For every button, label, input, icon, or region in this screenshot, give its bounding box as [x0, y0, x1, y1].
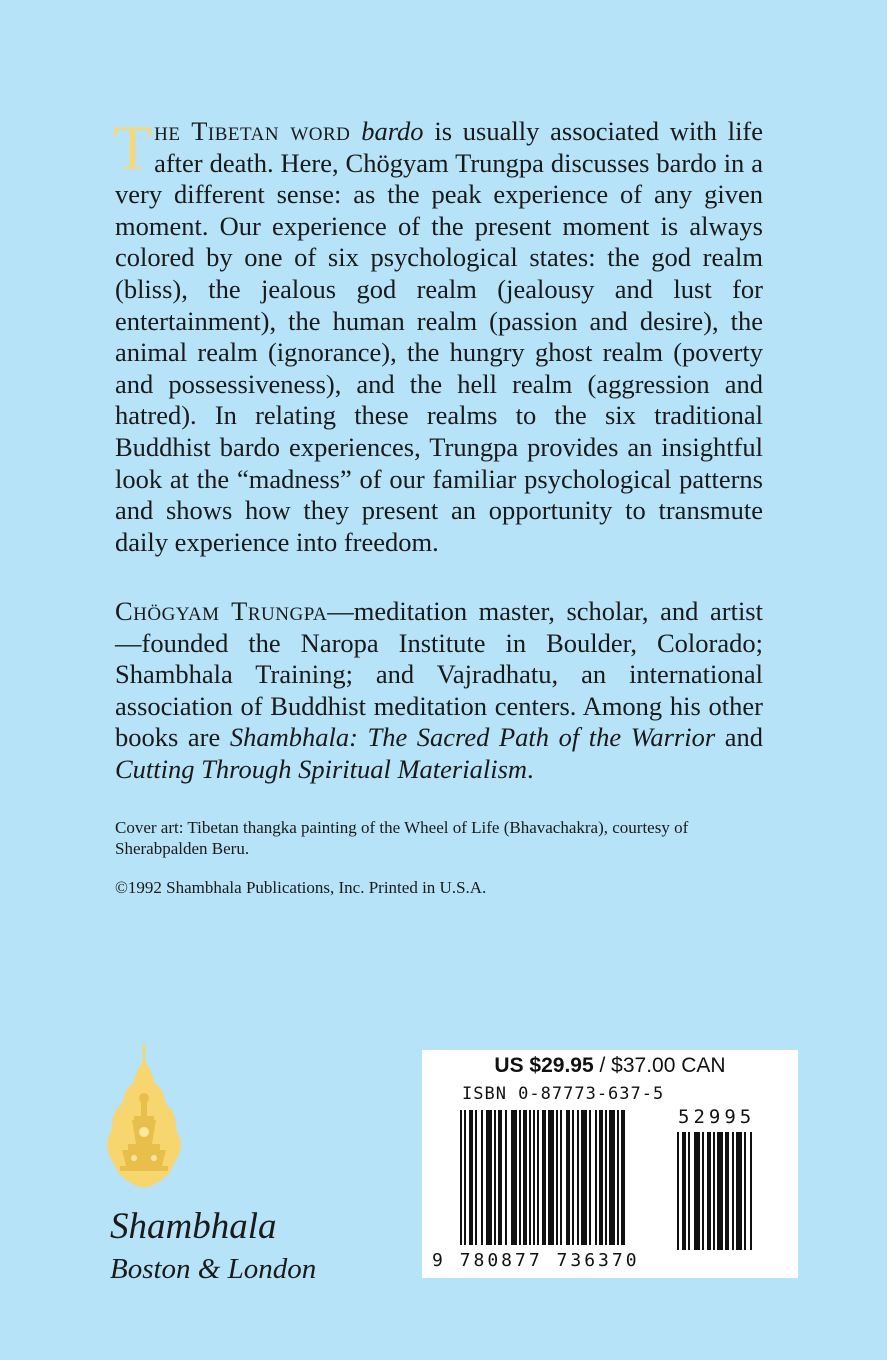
cover-credit: Cover art: Tibetan thangka painting of the Wheel of Life (Bhavachakra), courtesy of Sherabpalden Beru.: [115, 818, 689, 858]
blurb-text: is usually associated with life after death. Here, Chögyam Trungpa discusses bardo in a very different sense: as the peak experience of any given moment. Our experience of the present moment is always colored by one of six psychological states: the god realm (bliss), the jealous god realm (jealousy and lust for entertainment), the human realm (passion and desire), the animal realm (ignorance), the hungry ghost realm (poverty and possessiveness), and the hell realm (aggression and hatred). In relating these realms to the six traditional Buddhist bardo experiences, Trungpa provides an insightful look at the “madness” of our familiar psychological patterns and shows how they present an opportunity to transmute daily experience into freedom.: [115, 116, 764, 557]
ean-barcode: [460, 1110, 660, 1260]
blurb-italic-word: bardo: [361, 116, 424, 146]
drop-cap: T: [113, 112, 153, 183]
blurb-paragraph: [113, 112, 764, 558]
isbn-number: ISBN 0-87773-637-5: [462, 1084, 665, 1104]
price-separator: /: [593, 1054, 612, 1077]
publisher-name: Shambhala: [110, 1206, 277, 1247]
bio-end: .: [527, 753, 534, 784]
golden-flame-stupa-icon: [104, 1040, 184, 1190]
addon-number: 52995: [678, 1106, 756, 1128]
blurb-lead: he Tibetan word: [154, 116, 351, 146]
addon-barcode: [677, 1132, 789, 1252]
price-line: [422, 1052, 798, 1080]
price-us: US $29.95: [494, 1054, 594, 1077]
book-title-1: Shambhala: The Sacred Path of the Warrior: [229, 722, 716, 753]
author-name: Chögyam Trungpa: [115, 596, 328, 626]
price-can: $37.00 CAN: [611, 1054, 726, 1077]
barcode-block: [422, 1050, 798, 1278]
bio-text: —meditation master, scholar, and artist—founded the Naropa Institute in Boulder, Colorado; Shambhala Training; and Vajradhatu, an international association of Buddhist meditation centers. Among his other books are: [115, 596, 763, 753]
book-title-2: Cutting Through Spiritual Materialism: [115, 753, 528, 784]
copyright-line: ©1992 Shambhala Publications, Inc. Printed in U.S.A.: [115, 878, 487, 897]
bio-and: and: [724, 722, 763, 753]
author-bio: [115, 596, 763, 786]
publisher-cities: Boston & London: [110, 1253, 317, 1285]
ean-number: 9 780877 736370: [432, 1250, 640, 1271]
